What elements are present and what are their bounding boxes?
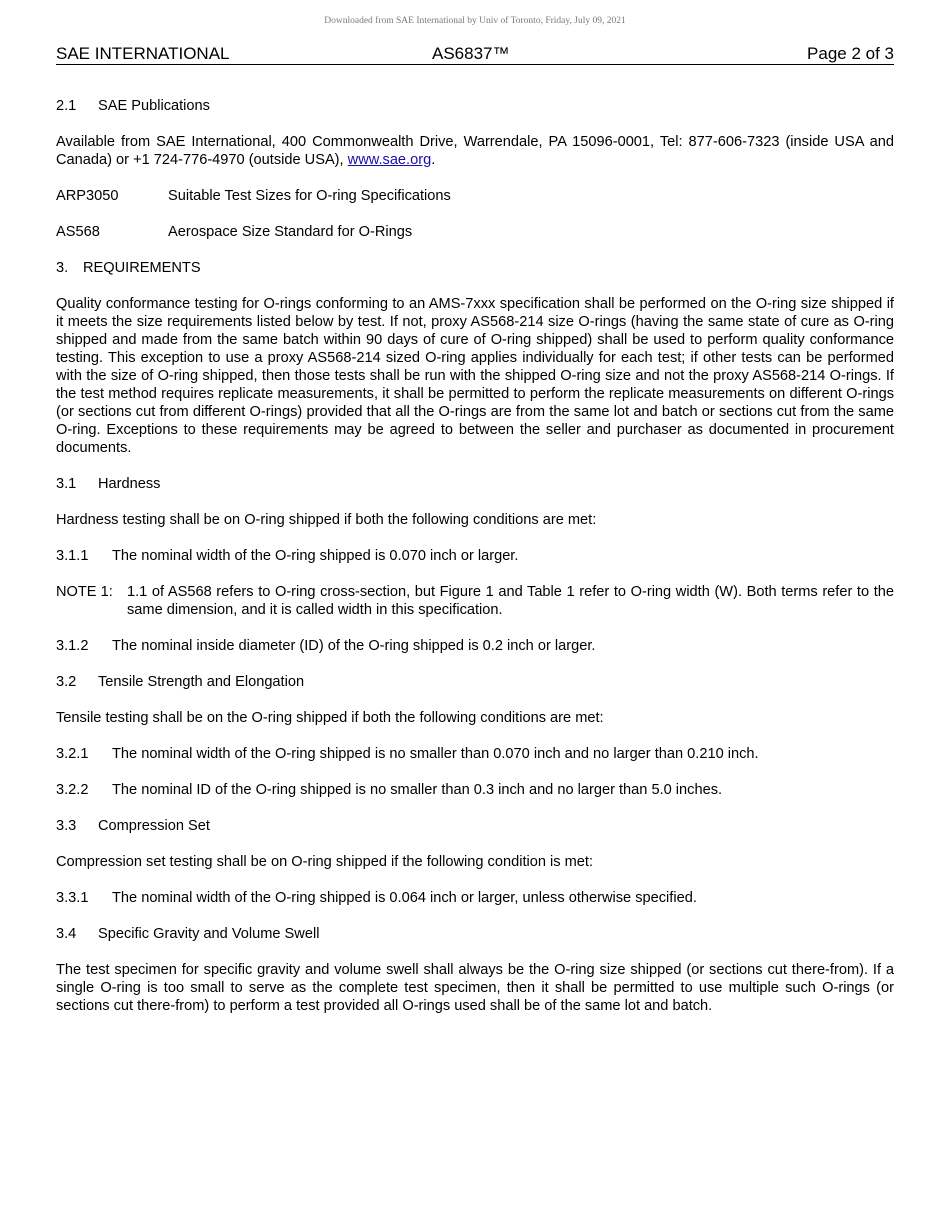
section-title: Hardness — [98, 476, 161, 492]
note-label: NOTE 1: — [56, 584, 113, 600]
section-text: The nominal width of the O-ring shipped is 0.070 inch or larger. — [112, 548, 519, 564]
reference-code: AS568 — [56, 224, 100, 240]
section-number: 3.1 — [56, 476, 77, 492]
reference-title: Suitable Test Sizes for O-ring Specifications — [168, 188, 451, 204]
section-title: Tensile Strength and Elongation — [98, 674, 305, 690]
document-body — [56, 97, 894, 1033]
section-title: SAE Publications — [98, 98, 210, 114]
header-org: SAE INTERNATIONAL — [56, 44, 230, 63]
section-number: 3.1.2 — [56, 638, 89, 654]
header-doc-id: AS6837™ — [432, 44, 510, 63]
reference-title: Aerospace Size Standard for O-Rings — [168, 224, 413, 240]
sae-website-link[interactable]: www.sae.org — [347, 152, 432, 168]
section-title: Specific Gravity and Volume Swell — [98, 926, 320, 942]
section-number: 3.4 — [56, 926, 77, 942]
section-title: REQUIREMENTS — [83, 260, 201, 276]
section-3-1-1 — [56, 547, 894, 565]
section-number: 3.1.1 — [56, 548, 89, 564]
section-number: 3.3 — [56, 818, 77, 834]
section-number: 3.3.1 — [56, 890, 89, 906]
note-1 — [56, 583, 894, 619]
header-page-number: Page 2 of 3 — [807, 44, 894, 63]
reference-arp3050 — [56, 187, 894, 205]
section-3-2-heading — [56, 673, 894, 691]
section-3-1-heading — [56, 475, 894, 493]
section-3-1-body: Hardness testing shall be on O-ring shipped if both the following conditions are met: — [56, 512, 597, 528]
section-number: 2.1 — [56, 98, 77, 114]
download-watermark: Downloaded from SAE International by Univ of Toronto, Friday, July 09, 2021 — [324, 16, 626, 26]
section-3-3-heading — [56, 817, 894, 835]
section-text: The nominal ID of the O-ring shipped is no smaller than 0.3 inch and no larger than 5.0 inches. — [112, 782, 723, 798]
section-3-2-1 — [56, 745, 894, 763]
section-3-heading — [56, 259, 894, 277]
section-3-1-2 — [56, 637, 894, 655]
section-2-1-body — [56, 133, 894, 169]
section-text: The nominal width of the O-ring shipped is no smaller than 0.070 inch and no larger than 0.210 inch. — [112, 746, 759, 762]
page-header — [56, 44, 894, 65]
section-3-body: Quality conformance testing for O-rings conforming to an AMS-7xxx specification shall be performed on the O-ring size shipped if it meets the size requirements listed below by test. If not, proxy AS568-214 size O-rings (having the same state of cure as O-ring shipped and made from the same batch within 90 days of cure of O-ring shipped) shall be used to perform quality conformance testing. This exception to use a proxy AS568-214 sized O-ring applies individually for each test; if other tests can be performed with the size of O-ring shipped, then those tests shall be run with the shipped O-ring size and not the proxy AS568-214 O-rings. If the test method requires replicate measurements, it shall be permitted to perform the replicate measurements on different O-rings (or sections cut from different O-rings) provided that all the O-rings are from the same lot and batch or sections cut from the same O-ring. Exceptions to these requirements may be agreed to between the seller and purchaser as documented in procurement documents. — [56, 296, 894, 456]
section-number: 3. — [56, 260, 69, 276]
body-text-end: . — [431, 152, 436, 168]
section-3-3-1 — [56, 889, 894, 907]
section-title: Compression Set — [98, 818, 210, 834]
section-3-2-body: Tensile testing shall be on the O-ring shipped if both the following conditions are met: — [56, 710, 604, 726]
reference-code: ARP3050 — [56, 188, 119, 204]
section-text: The nominal inside diameter (ID) of the O-ring shipped is 0.2 inch or larger. — [112, 638, 596, 654]
section-text: The nominal width of the O-ring shipped is 0.064 inch or larger, unless otherwise specified. — [112, 890, 697, 906]
note-text: 1.1 of AS568 refers to O-ring cross-section, but Figure 1 and Table 1 refer to O-ring width (W). Both terms refer to the same dimension, and it is called width in this specification. — [127, 584, 894, 618]
reference-as568 — [56, 223, 894, 241]
section-3-3-body: Compression set testing shall be on O-ring shipped if the following condition is met: — [56, 854, 594, 870]
section-3-4-heading — [56, 925, 894, 943]
section-number: 3.2 — [56, 674, 77, 690]
section-2-1-heading — [56, 97, 894, 115]
section-number: 3.2.2 — [56, 782, 89, 798]
section-3-2-2 — [56, 781, 894, 799]
section-3-4-body: The test specimen for specific gravity and volume swell shall always be the O-ring size shipped (or sections cut there-from). If a single O-ring is too small to serve as the complete test specimen, then it shall be permitted to use multiple such O-rings (or sections cut there-from) to perform a test provided all O-rings used shall be of the same lot and batch. — [56, 962, 894, 1014]
body-text: Available from SAE International, 400 Commonwealth Drive, Warrendale, PA 15096-0001, Tel: 877-606-7323 (inside USA and Canada) or +1 724-776-4970 (outside USA), — [56, 134, 894, 168]
section-number: 3.2.1 — [56, 746, 89, 762]
